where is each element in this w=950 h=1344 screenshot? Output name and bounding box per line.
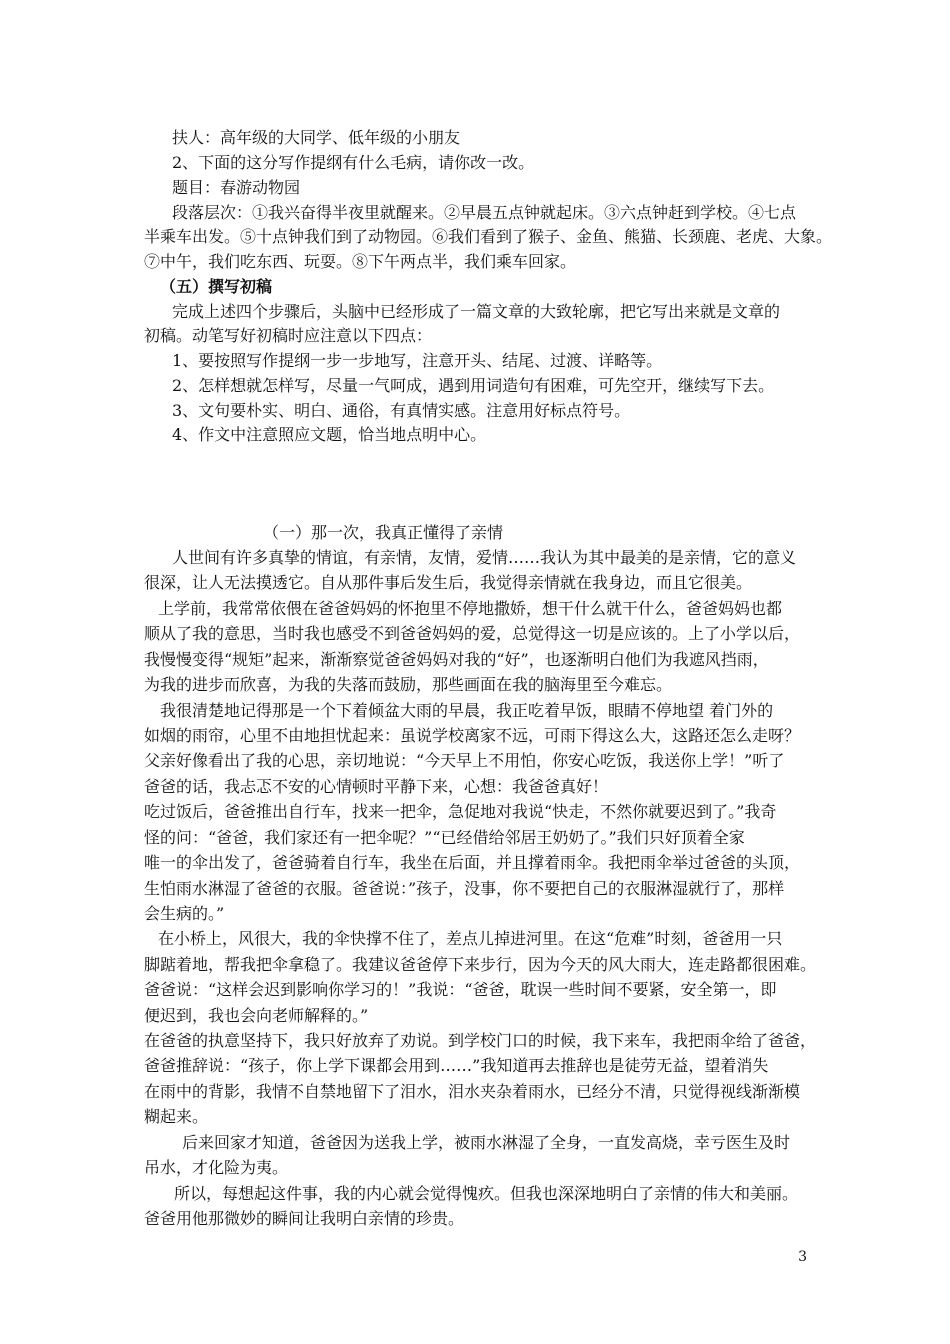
list-item: 4、作文中注意照应文题，恰当地点明中心。 xyxy=(172,425,487,444)
text-line: 题目：春游动物园 xyxy=(172,178,301,197)
essay-line: 爸爸的话，我忐忑不安的心情顿时平静下来，心想：我爸爸真好！ xyxy=(144,777,609,796)
list-item: 2、怎样想就怎样写，尽量一气呵成，遇到用词造句有困难，可先空开，继续写下去。 xyxy=(172,376,775,395)
essay-line: 生怕雨水淋湿了爸爸的衣服。爸爸说：”孩子，没事，你不要把自己的衣服淋湿就行了，那样 xyxy=(144,879,785,898)
text-line: ⑦中午，我们吃东西、玩耍。⑧下午两点半，我们乘车回家。 xyxy=(144,252,577,271)
essay-line: 爸爸说：“这样会迟到影响你学习的！”我说：“爸爸，耽误一些时间不要紧，安全第一，即 xyxy=(144,980,777,999)
essay-line: 吊水，才化险为夷。 xyxy=(144,1158,289,1177)
text-line: 段落层次：①我兴奋得半夜里就醒来。②早晨五点钟就起床。③六点钟赶到学校。④七点 xyxy=(172,203,797,222)
essay-line: 父亲好像看出了我的心思，亲切地说：“今天早上不用怕，你安心吃饭，我送你上学！”听了 xyxy=(144,751,785,770)
essay-line: 会生病的。” xyxy=(144,904,225,923)
essay-line: 如烟的雨帘，心里不由地担忧起来：虽说学校离家不远，可雨下得这么大，这路还怎么走呀？ xyxy=(144,726,801,745)
essay-line: 为我的进步而欣喜，为我的失落而鼓励，那些画面在我的脑海里至今难忘。 xyxy=(144,675,673,694)
essay-line: 爸爸推辞说：“孩子，你上学下课都会用到……”我知道再去推辞也是徒劳无益，望着消失 xyxy=(144,1056,769,1075)
text-line: 扶人：高年级的大同学、低年级的小朋友 xyxy=(172,128,461,147)
essay-line: 糊起来。 xyxy=(144,1107,209,1126)
list-item: 1、要按照写作提纲一步一步地写，注意开头、结尾、过渡、详略等。 xyxy=(172,351,663,370)
page-number: 3 xyxy=(798,1249,807,1265)
essay-line: 吃过饭后，爸爸推出自行车，找来一把伞，急促地对我说“快走，不然你就要迟到了。”我奇 xyxy=(144,802,777,821)
essay-line: 很深，让人无法摸透它。自从那件事后发生后，我觉得亲情就在我身边，而且它很美。 xyxy=(144,573,753,592)
essay-line: 所以，每想起这件事，我的内心就会觉得愧疚。但我也深深地明白了亲情的伟大和美丽。 xyxy=(174,1184,799,1203)
text-line: 2、下面的这分写作提纲有什么毛病，请你改一改。 xyxy=(172,153,535,172)
essay-title: （一）那一次，我真正懂得了亲情 xyxy=(263,523,504,542)
text-line: 完成上述四个步骤后，头脑中已经形成了一篇文章的大致轮廓，把它写出来就是文章的 xyxy=(172,302,781,321)
essay-line: 我慢慢变得“规矩”起来，渐渐察觉爸爸妈妈对我的“好”，也逐渐明白他们为我遮风挡雨， xyxy=(144,650,769,669)
essay-line: 我很清楚地记得那是一个下着倾盆大雨的早晨，我正吃着早饭，眼睛不停地望 着门外的 xyxy=(160,701,774,720)
essay-line: 爸爸用他那微妙的瞬间让我明白亲情的珍贵。 xyxy=(144,1209,465,1228)
essay-line: 后来回家才知道，爸爸因为送我上学，被雨水淋湿了全身，一直发高烧，幸亏医生及时 xyxy=(182,1133,791,1152)
list-item: 3、文句要朴实、明白、通俗，有真情实感。注意用好标点符号。 xyxy=(172,401,631,420)
section-heading: （五）撰写初稿 xyxy=(160,277,273,296)
text-line: 初稿。动笔写好初稿时应注意以下四点： xyxy=(144,326,433,345)
essay-line: 在小桥上，风很大，我的伞快撑不住了，差点儿掉进河里。在这“危难”时刻，爸爸用一只 xyxy=(158,929,783,948)
essay-line: 在爸爸的执意坚持下，我只好放弃了劝说。到学校门口的时候，我下来车，我把雨伞给了爸爸， xyxy=(144,1031,817,1050)
essay-line: 脚踮着地，帮我把伞拿稳了。我建议爸爸停下来步行，因为今天的风大雨大，连走路都很困难。 xyxy=(144,955,817,974)
text-line: 半乘车出发。⑤十点钟我们到了动物园。⑥我们看到了猴子、金鱼、熊猫、长颈鹿、老虎、大象。 xyxy=(144,227,833,246)
essay-line: 上学前，我常常依偎在爸爸妈妈的怀抱里不停地撒娇，想干什么就干什么，爸爸妈妈也都 xyxy=(158,599,783,618)
essay-line: 便迟到，我也会向老师解释的。” xyxy=(144,1006,369,1025)
essay-line: 人世间有许多真挚的情谊，有亲情，友情，爱情……我认为其中最美的是亲情，它的意义 xyxy=(172,548,797,567)
essay-line: 唯一的伞出发了，爸爸骑着自行车，我坐在后面，并且撑着雨伞。我把雨伞举过爸爸的头顶， xyxy=(144,853,801,872)
essay-line: 顺从了我的意思，当时我也感受不到爸爸妈妈的爱，总觉得这一切是应该的。上了小学以后， xyxy=(144,624,801,643)
essay-line: 在雨中的背影，我情不自禁地留下了泪水，泪水夹杂着雨水，已经分不清，只觉得视线渐渐模 xyxy=(144,1082,801,1101)
essay-line: 怪的问：“爸爸，我们家还有一把伞呢？”“已经借给邻居王奶奶了。”我们只好顶着全家 xyxy=(144,828,745,847)
